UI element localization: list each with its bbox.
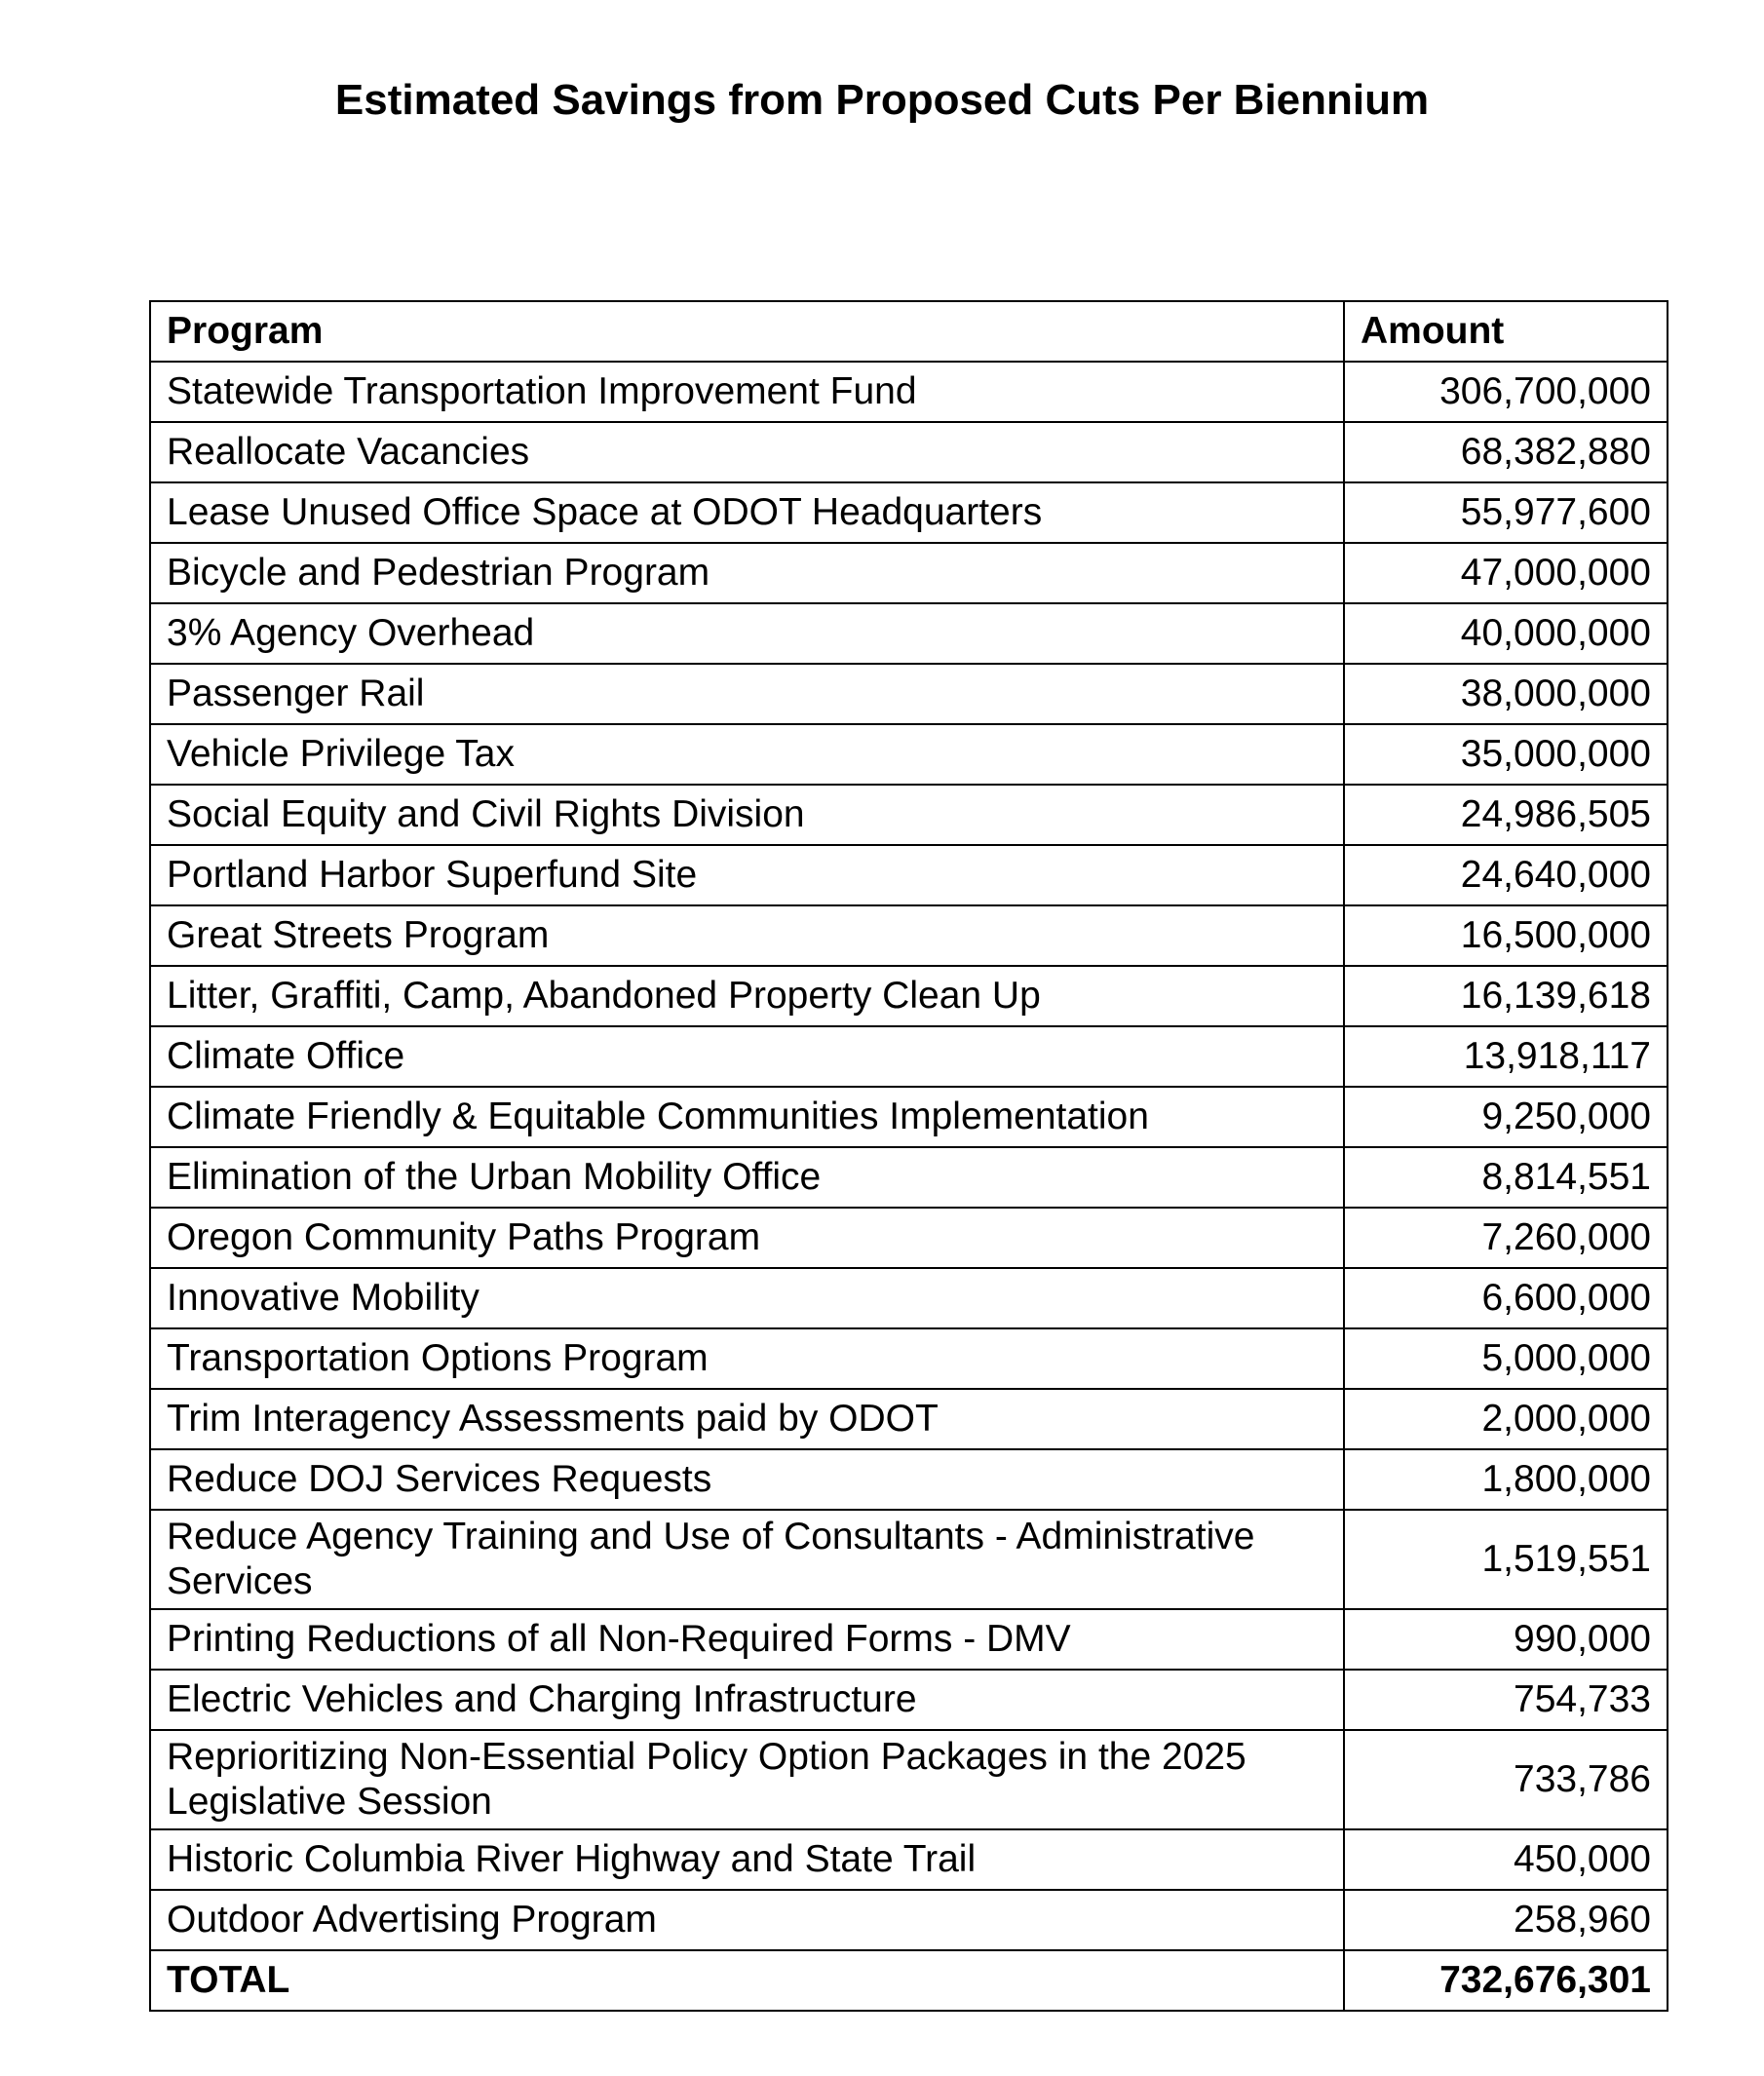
column-header-amount: Amount [1344,301,1668,362]
program-cell: Portland Harbor Superfund Site [150,845,1344,905]
program-cell: Great Streets Program [150,905,1344,966]
program-cell: Historic Columbia River Highway and State Trail [150,1829,1344,1890]
column-header-program: Program [150,301,1344,362]
program-cell: Printing Reductions of all Non-Required Forms - DMV [150,1609,1344,1670]
program-cell: Elimination of the Urban Mobility Office [150,1147,1344,1208]
amount-cell: 754,733 [1344,1670,1668,1730]
table-row [150,1829,1668,1890]
program-cell: Trim Interagency Assessments paid by ODOT [150,1389,1344,1449]
amount-cell: 40,000,000 [1344,603,1668,664]
table-row [150,664,1668,724]
program-cell: Lease Unused Office Space at ODOT Headquarters [150,482,1344,543]
table-row [150,1670,1668,1730]
table-row [150,785,1668,845]
table-row [150,1147,1668,1208]
table-header-row [150,301,1668,362]
amount-cell: 450,000 [1344,1829,1668,1890]
table-row [150,1890,1668,1950]
table-row [150,543,1668,603]
table-row [150,1389,1668,1449]
total-amount: 732,676,301 [1344,1950,1668,2011]
program-cell: Social Equity and Civil Rights Division [150,785,1344,845]
amount-cell: 1,800,000 [1344,1449,1668,1510]
table-row [150,724,1668,785]
amount-cell: 990,000 [1344,1609,1668,1670]
amount-cell: 2,000,000 [1344,1389,1668,1449]
table-row [150,1268,1668,1328]
table-row [150,1328,1668,1389]
table-row [150,362,1668,422]
table-row [150,1087,1668,1147]
amount-cell: 16,139,618 [1344,966,1668,1026]
amount-cell: 6,600,000 [1344,1268,1668,1328]
program-cell: Climate Friendly & Equitable Communities Implementation [150,1087,1344,1147]
program-cell: 3% Agency Overhead [150,603,1344,664]
table-row [150,905,1668,966]
amount-cell: 24,986,505 [1344,785,1668,845]
amount-cell: 16,500,000 [1344,905,1668,966]
page-title: Estimated Savings from Proposed Cuts Per Biennium [334,76,1430,124]
amount-cell: 8,814,551 [1344,1147,1668,1208]
program-cell: Reduce Agency Training and Use of Consultants - Administrative Services [150,1510,1344,1609]
table-row [150,845,1668,905]
amount-cell: 35,000,000 [1344,724,1668,785]
table-row [150,1208,1668,1268]
table-row [150,1510,1668,1609]
program-cell: Vehicle Privilege Tax [150,724,1344,785]
table-row [150,1026,1668,1087]
program-cell: Climate Office [150,1026,1344,1087]
amount-cell: 258,960 [1344,1890,1668,1950]
amount-cell: 47,000,000 [1344,543,1668,603]
program-cell: Passenger Rail [150,664,1344,724]
table-row [150,1730,1668,1829]
table-row [150,966,1668,1026]
amount-cell: 38,000,000 [1344,664,1668,724]
table-row [150,482,1668,543]
table-row [150,603,1668,664]
amount-cell: 1,519,551 [1344,1510,1668,1609]
program-cell: Transportation Options Program [150,1328,1344,1389]
program-cell: Oregon Community Paths Program [150,1208,1344,1268]
table-row [150,1609,1668,1670]
amount-cell: 7,260,000 [1344,1208,1668,1268]
amount-cell: 733,786 [1344,1730,1668,1829]
program-cell: Reprioritizing Non-Essential Policy Option Packages in the 2025 Legislative Session [150,1730,1344,1829]
amount-cell: 9,250,000 [1344,1087,1668,1147]
program-cell: Electric Vehicles and Charging Infrastructure [150,1670,1344,1730]
amount-cell: 306,700,000 [1344,362,1668,422]
program-cell: Bicycle and Pedestrian Program [150,543,1344,603]
program-cell: Reduce DOJ Services Requests [150,1449,1344,1510]
table-body [150,362,1668,1950]
amount-cell: 55,977,600 [1344,482,1668,543]
program-cell: Reallocate Vacancies [150,422,1344,482]
table-row [150,1449,1668,1510]
savings-table [149,300,1668,2012]
amount-cell: 5,000,000 [1344,1328,1668,1389]
amount-cell: 13,918,117 [1344,1026,1668,1087]
total-row [150,1950,1668,2011]
amount-cell: 24,640,000 [1344,845,1668,905]
program-cell: Statewide Transportation Improvement Fund [150,362,1344,422]
program-cell: Litter, Graffiti, Camp, Abandoned Property Clean Up [150,966,1344,1026]
amount-cell: 68,382,880 [1344,422,1668,482]
table-row [150,422,1668,482]
program-cell: Outdoor Advertising Program [150,1890,1344,1950]
program-cell: Innovative Mobility [150,1268,1344,1328]
total-label: TOTAL [150,1950,1344,2011]
